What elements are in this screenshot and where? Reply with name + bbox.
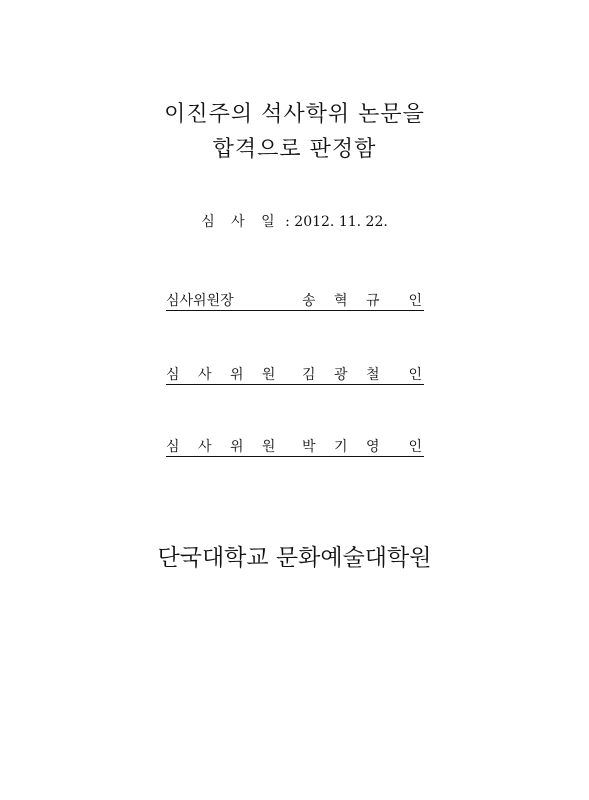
exam-date-label: 심 사 일	[201, 214, 281, 230]
exam-date-separator: :	[285, 214, 290, 230]
seal-mark: 인	[408, 439, 422, 455]
committee-role: 심 사 위 원	[166, 439, 283, 455]
seal-mark: 인	[408, 367, 422, 383]
committee-member-name: 김 광 철	[302, 367, 387, 383]
thesis-approval-title-line-2: 합격으로 판정함	[212, 137, 377, 162]
exam-date-line	[0, 211, 589, 231]
committee-role: 심사위원장	[166, 293, 234, 309]
institution-name: 단국대학교 문화예술대학원	[157, 545, 432, 571]
committee-member-name: 송 혁 규	[302, 293, 387, 309]
seal-mark: 인	[408, 293, 422, 309]
committee-member-name: 박 기 영	[302, 439, 387, 455]
committee-role: 심 사 위 원	[166, 367, 283, 383]
committee-member-signature-line	[166, 364, 424, 385]
exam-date-value: 2012. 11. 22.	[294, 214, 388, 230]
committee-chair-signature-line	[166, 290, 424, 311]
thesis-approval-title-line-1: 이진주의 석사학위 논문을	[164, 102, 425, 127]
committee-member-signature-line	[166, 436, 424, 457]
